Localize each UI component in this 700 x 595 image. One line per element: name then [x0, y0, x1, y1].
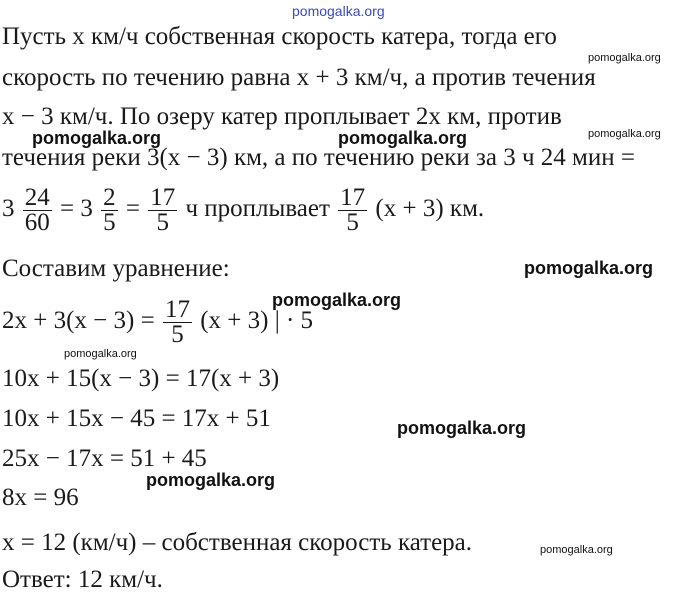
l5-text-d: ч проплывает [185, 195, 330, 223]
fraction-denominator: 5 [156, 209, 169, 236]
watermark-small: pomogalka.org [588, 128, 661, 140]
text-line-8: 10x + 15(x − 3) = 17(x + 3) [2, 365, 280, 392]
text-line-5 [2, 186, 484, 235]
l5-text-a: 3 [2, 195, 15, 223]
text-line-1: Пусть x км/ч собственная скорость катера, тогда его [2, 23, 557, 50]
text-line-11: 8x = 96 [2, 484, 79, 511]
watermark-large: pomogalka.org [32, 128, 162, 148]
watermark-large: pomogalka.org [397, 418, 527, 438]
fraction-denominator: 60 [24, 209, 50, 236]
l5-text-c: = [125, 195, 140, 223]
fraction [338, 186, 367, 235]
text-line-9: 10x + 15x − 45 = 17x + 51 [2, 405, 271, 432]
watermark-small: pomogalka.org [588, 52, 661, 64]
fraction-numerator: 24 [24, 184, 50, 211]
fraction [163, 298, 192, 347]
watermark-large: pomogalka.org [524, 258, 654, 278]
fraction-numerator: 2 [103, 184, 116, 211]
watermark-large: pomogalka.org [338, 128, 468, 148]
fraction-denominator: 5 [103, 209, 116, 236]
equation-left: 2x + 3(x − 3) = [2, 307, 155, 335]
answer-line: Ответ: 12 км/ч. [2, 566, 163, 593]
equation-right: (x + 3) | · 5 [200, 307, 314, 335]
text-line-12: x = 12 (км/ч) – собственная скорость катера. [2, 529, 473, 556]
fraction-numerator: 17 [340, 184, 366, 211]
watermark-small: pomogalka.org [540, 544, 613, 556]
fraction-denominator: 5 [171, 321, 184, 348]
l5-text-e: (x + 3) км. [375, 195, 485, 223]
fraction-numerator: 17 [150, 184, 176, 211]
watermark-large: pomogalka.org [272, 290, 402, 310]
watermark-large: pomogalka.org [146, 470, 276, 490]
fraction-numerator: 17 [164, 296, 190, 323]
equation-line [2, 298, 313, 347]
l5-text-b: = 3 [60, 195, 93, 223]
fraction-denominator: 5 [346, 209, 359, 236]
watermark-small: pomogalka.org [64, 348, 137, 360]
fraction [148, 186, 177, 235]
text-line-6: Составим уравнение: [2, 255, 230, 282]
fraction [23, 186, 52, 235]
text-line-3: x − 3 км/ч. По озеру катер проплывает 2x км, против [2, 103, 562, 130]
text-line-2: скорость по течению равна x + 3 км/ч, а против течения [2, 64, 596, 91]
text-line-10: 25x − 17x = 51 + 45 [2, 445, 207, 472]
text-line-4: течения реки 3(x − 3) км, а по течению реки за 3 ч 24 мин = [2, 144, 635, 171]
watermark-top: pomogalka.org [292, 3, 385, 19]
fraction [101, 186, 118, 235]
